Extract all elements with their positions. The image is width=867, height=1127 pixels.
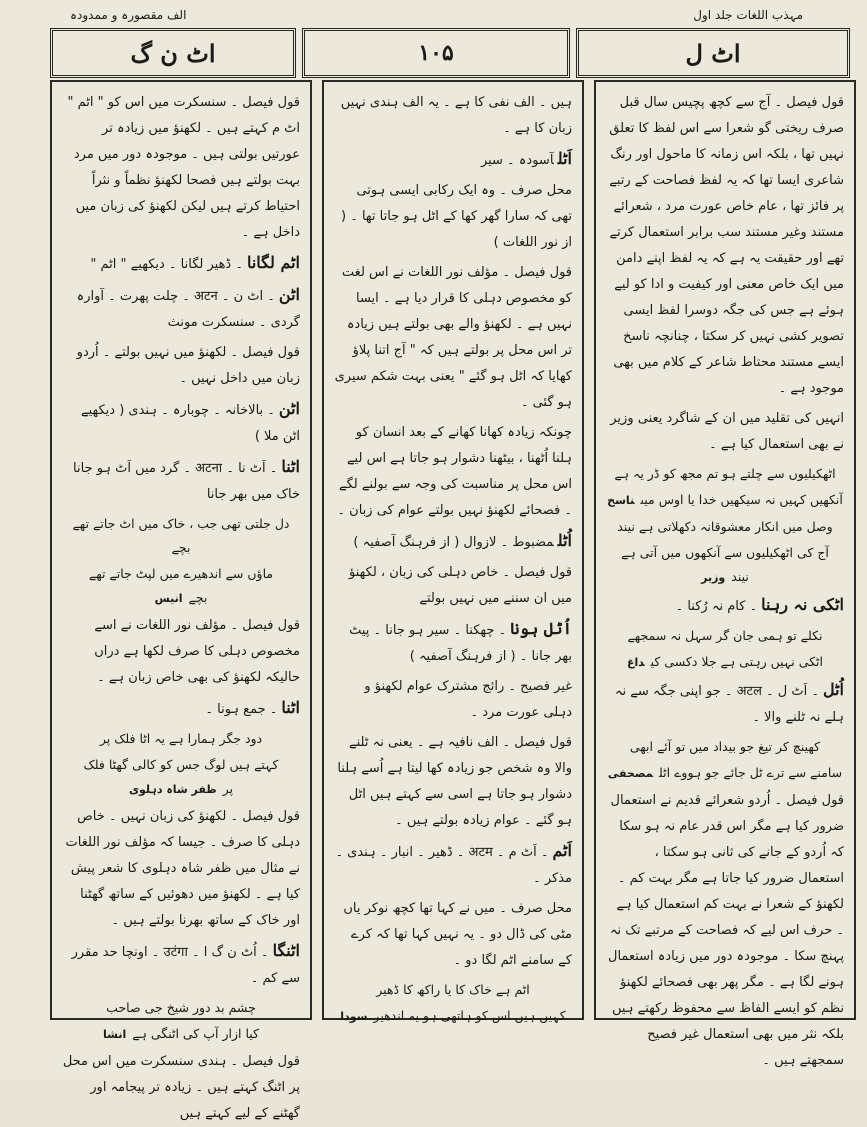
entry-text: قول فیصل ۔ آج سے کچھ پچیس سال قبل صرف ریختی گو شعرا سے اس لفظ کا تعلق نہیں تھا ، بلکہ اس زمانہ کا ماحول اور رنگ شاعری ایسا تھا کہ یہ لفظ فصاحت کے رتبے پر فائز تھا ، عام خاص عورت مرد ، شعرائے مستند وغیر مستند سب برابر استعمال کرتے تھے اور حقیقت یہ ہے کہ یہ لفظ اپنے دامن میں ایک خاص معنی اور کیفیت و ادا کو لیے ہوئے ہے جس کی جگہ دوسرا لفظ ایسی تصویر کشی نہیں کر سکتا ، چنانچہ ناسخ ایسے مستند محتاط شاعر کے کلام میں بھی موجود ہے ۔ — [609, 95, 844, 396]
verse-line — [606, 541, 844, 590]
verse-line — [606, 761, 844, 786]
paragraph — [334, 674, 572, 726]
column-middle — [322, 80, 584, 1023]
entry-text: قول فیصل ۔ الف نافیہ ہے ۔ یعنی نہ ٹلنے والا وہ شخص جو زیادہ کھا لیتا ہے اُسے ہلنا دشوار ہو جاتا ہے اسی سے کہتے ہیں اٹل ہو گئے ۔ عوام زیادہ بولتے ہیں ۔ — [337, 735, 572, 828]
column-left — [50, 80, 312, 1121]
paragraph — [334, 896, 572, 974]
headword: اُٹل — [557, 531, 572, 550]
dictionary-entry — [62, 250, 300, 278]
verse-text: چشم بد دور شیخ جی صاحب — [106, 1000, 256, 1015]
entry-text: ۔ جمع ہونا ۔ — [205, 702, 278, 717]
poet-name: ناسخ — [607, 494, 635, 507]
verse-line — [62, 562, 300, 611]
guide-word-first: اٹ ل — [576, 28, 850, 78]
paragraph — [606, 788, 844, 1074]
verse-line — [334, 1004, 572, 1029]
entry-text: ۔ چھکنا ۔ سیر ہو جانا ۔ پیٹ بھر جانا ۔ ( از فرہنگ آصفیہ ) — [349, 623, 572, 664]
dictionary-entry — [334, 146, 572, 174]
verse-line — [606, 488, 844, 513]
entry-text: قول فیصل ۔ لکھنؤ کی زبان نہیں ۔ خاص دہلی کا صرف ۔ جیسا کہ مؤلف نور اللغات نے مثال میں ظفر شاہ دہلوی کا شعر پیش کیا ہے ۔ لکھنؤ میں دھوئیں کے ساتھ گھٹنا اور خاک کے ساتھ بھرنا بولتے ہیں ۔ — [65, 809, 300, 928]
verse-text: سامنے سے ترے ٹل جائے جو ہووے اٹل — [659, 765, 843, 780]
dictionary-entry — [334, 528, 572, 556]
entry-text: غیر فصیح ۔ رائج مشترک عوام لکھنؤ و دہلی عورت مرد ۔ — [364, 679, 572, 720]
entry-text: قول فیصل ۔ سنسکرت میں اس کو " اٹم " اٹ م کہتے ہیں ۔ لکھنؤ میں زیادہ تر عورتیں بولتی ہیں ۔ موجودہ دور میں مرد بہت بولتے ہیں فصحا لکھنؤ نظماً و نثراً احتیاط کرتے ہیں لیکن لکھنؤ کی زبان میں داخل ہے ۔ — [67, 95, 300, 240]
verse-line — [606, 515, 844, 539]
headword: اٹنا — [281, 698, 300, 717]
dictionary-entry — [334, 838, 572, 892]
section-label: الف مقصورہ و ممدودہ — [70, 8, 187, 22]
paragraph — [334, 730, 572, 834]
headword: اٹن — [278, 399, 300, 418]
paragraph — [606, 406, 844, 458]
column-right — [594, 80, 856, 1068]
entry-text: قول فیصل ۔ خاص دہلی کی زبان ، لکھنؤ میں ان سننے میں نہیں بولتے — [349, 565, 572, 606]
verse-line — [606, 735, 844, 759]
entry-text: ۔ اٹ ن ۔ अटन ۔ چلت پھرت ۔ آوارہ گردی ۔ سنسکرت مونث — [76, 289, 300, 330]
entry-text: ۔ اُٹ ن گ ا ۔ उटंगा ۔ اونچا حد مقرر سے کم ۔ — [71, 945, 300, 986]
headword: اَٹل — [557, 149, 572, 168]
verse-text: کیا ازار آپ کی اٹنگی ہے — [132, 1026, 259, 1041]
entry-text: قول فیصل ۔ لکھنؤ میں نہیں بولتے ۔ اُردو زبان میں داخل نہیں ۔ — [76, 345, 300, 386]
dictionary-entry — [62, 396, 300, 450]
paragraph — [62, 340, 300, 392]
poet-name: ظفر شاہ دہلوی — [128, 783, 217, 796]
entry-text: ۔ اَٹ ل ۔ अटल ۔ جو اپنی جگہ سے نہ ہلے نہ ٹلنے والا ۔ — [614, 684, 844, 725]
dictionary-entry — [606, 592, 844, 620]
entry-text: قول فیصل ۔ مؤلف نور اللغات نے اسے مخصوص دہلی کا صرف لکھا ہے دراں حالیکہ لکھنؤ کی بھی خاص زبان ہے ۔ — [94, 618, 300, 685]
headword: اٹکی نہ رہنا — [761, 595, 844, 614]
verse-text: اٹکی نہیں رہتی ہے جلا دکسی کی — [650, 654, 824, 669]
dictionary-entry — [62, 938, 300, 992]
verse-line — [62, 727, 300, 751]
poet-name: انشا — [103, 1028, 127, 1041]
poet-name: سودا — [340, 1010, 368, 1023]
entry-text: چونکہ زیادہ کھانا کھانے کے بعد انسان کو ہلنا اُٹھنا ، بیٹھنا دشوار ہو جاتا ہے اس لیے اس محل پر مناسبت کی وجہ سے بولنے لگے ۔ فصحائے لکھنؤ نہیں بولتے عوام کی زبان ۔ — [337, 425, 572, 518]
headword: اٹم لگانا — [246, 253, 300, 272]
verse-text: آج کی اٹھکیلیوں سے آنکھوں میں آتی ہے نیند — [621, 545, 829, 584]
verse-text: آنکھیں کہیں نہ سیکھیں خدا یا اوس میں — [640, 492, 843, 507]
verse-text: کھینچ کر تیغ جو بیداد میں تو آئے ابھی — [629, 739, 821, 754]
paragraph — [334, 560, 572, 612]
entry-text: انہیں کی تقلید میں ان کے شاگرد یعنی وزیر نے بھی استعمال کیا ہے ۔ — [610, 411, 844, 452]
guide-word-row — [50, 28, 850, 74]
headword: اٹنا — [281, 457, 300, 476]
headword: اَٹم — [552, 841, 572, 860]
paragraph — [62, 90, 300, 246]
verse-text: اٹم ہے خاک کا یا راکھ کا ڈھیر — [376, 982, 530, 997]
entry-text: مضبوط ۔ لازوال ( از فرہنگ آصفیہ ) — [353, 535, 554, 550]
entry-text: محل صرف ۔ وہ ایک رکابی ایسی ہوتی تھی کہ سارا گھر کھا کے اٹل ہو جاتا تھا ۔ ( از نور اللغات ) — [341, 183, 572, 250]
verse-text: کہیں ہیں اس کو ہاتھی ہو یہ اندھیر — [373, 1008, 566, 1023]
verse-text: وصل میں انکار معشوقانہ دکھلاتی ہے نیند — [617, 519, 833, 534]
running-header — [0, 6, 867, 28]
paragraph — [334, 178, 572, 256]
dictionary-entry — [62, 282, 300, 336]
verse-text: کہتے ہیں لوگ جس کو کالی گھٹا فلک پر — [83, 757, 279, 796]
dictionary-entry — [334, 616, 572, 670]
paragraph — [334, 260, 572, 416]
dictionary-entry — [62, 695, 300, 723]
book-title: مہذب اللغات جلد اول — [693, 8, 803, 22]
dictionary-entry — [62, 454, 300, 508]
entry-text: ۔ بالاخانہ ۔ چوبارہ ۔ ہندی ( دیکھیے اٹن ملا ) — [80, 403, 300, 444]
verse-line — [606, 462, 844, 486]
paragraph — [62, 613, 300, 691]
verse-line — [606, 650, 844, 675]
paragraph — [334, 420, 572, 524]
verse-line — [62, 1022, 300, 1047]
headword: اٹن — [278, 285, 300, 304]
verse-text: ماؤں سے اندھیرے میں لپٹ جاتے تھے بچے — [88, 566, 274, 605]
entry-text: محل صرف ۔ میں نے کہا تھا کچھ نوکر یاں مٹی کی ڈال دو ۔ یہ نہیں کہا تھا کہ کرے کے سامنے اٹم لگا دو ۔ — [343, 901, 572, 968]
dictionary-entry — [606, 677, 844, 731]
entry-text: ۔ کام نہ رُکنا ۔ — [675, 599, 758, 614]
verse-text: دود جگر ہمارا ہے یہ اٹا فلک پر — [99, 731, 263, 746]
paragraph — [62, 1049, 300, 1127]
guide-word-last: اٹ ن گ — [50, 28, 296, 78]
entry-text: ۔ ڈھیر لگانا ۔ دیکھیے " اٹم " — [90, 257, 243, 272]
verse-text: دل جلتی تھی جب ، خاک میں اٹ جاتے تھے بچے — [72, 516, 290, 555]
entry-text: ہیں ۔ الف نفی کا ہے ۔ یہ الف ہندی نہیں زبان کا ہے ۔ — [340, 95, 572, 136]
verse-line — [334, 978, 572, 1002]
entry-text: قول فیصل ۔ اُردو شعرائے قدیم نے استعمال ضرور کیا ہے مگر اس قدر عام نہ ہو سکا کہ اُردو کے جانے کی ثانی ہو سکتا ، استعمال ضرور کیا جاتا ہے مگر بہت کم ۔ لکھنؤ کے شعرا نے بہت کم استعمال کیا ہے ۔ حرف اس لیے کہ فصاحت کے مرتبے تک نہ پہنچ سکا ۔ موجودہ دور میں زیادہ استعمال ہونے لگا ہے ۔ مگر پھر بھی فصحائے لکھنؤ نظم کو ایسے الفاظ سے محفوظ رکھتے ہیں بلکہ نثر میں بھی استعمال غیر فصیح سمجھتے ہیں ۔ — [608, 793, 844, 1068]
page-number: ۱۰۵ — [302, 28, 570, 78]
paragraph — [606, 90, 844, 402]
entry-text: ۔ اَٹ نا ۔ अटना ۔ گرد میں اَٹ ہو جانا خاک میں بھر جانا — [73, 461, 300, 502]
poet-name: انیس — [154, 592, 183, 605]
verse-text: اٹھکیلیوں سے چلتے ہو تم مجھ کو ڈر یہ ہے — [614, 466, 836, 481]
verse-line — [606, 624, 844, 648]
poet-name: مصحفی — [607, 767, 654, 780]
poet-name: داغ — [626, 656, 645, 669]
poet-name: وزیر — [701, 571, 726, 584]
verse-line — [62, 753, 300, 802]
headword: اٹنگا — [272, 941, 300, 960]
headword: اُٹل — [822, 680, 844, 699]
entry-text: قول فیصل ۔ ہندی سنسکرت میں اس محل پر اٹنگ کہتے ہیں ۔ زیادہ تر پیجامہ اور گھٹنے کے لیے کہتے ہیں — [62, 1054, 300, 1121]
verse-line — [62, 512, 300, 560]
verse-text: نکلے تو ہمی جان گر سہل نہ سمجھے — [627, 628, 823, 643]
headword: اُٹل ہونا — [510, 619, 572, 638]
paragraph — [62, 804, 300, 934]
paragraph — [334, 90, 572, 142]
entry-text: قول فیصل ۔ مؤلف نور اللغات نے اس لغت کو مخصوص دہلی کا قرار دیا ہے ۔ ایسا نہیں ہے ۔ لکھنؤ والے بھی بولتے ہیں زیادہ تر اس محل پر بولتے ہیں کہ " آج اتنا پلاؤ کھایا کہ اٹل ہو گئے " یعنی بہت شکم سیری ہو گئی ۔ — [334, 265, 572, 410]
entry-text: ۔ اَٹ م ۔ अटम ۔ ڈھیر ۔ انبار ۔ ہندی ۔ مذکر ۔ — [335, 845, 572, 886]
entry-text: آسودہ ۔ سیر — [480, 153, 554, 168]
verse-line — [62, 996, 300, 1020]
